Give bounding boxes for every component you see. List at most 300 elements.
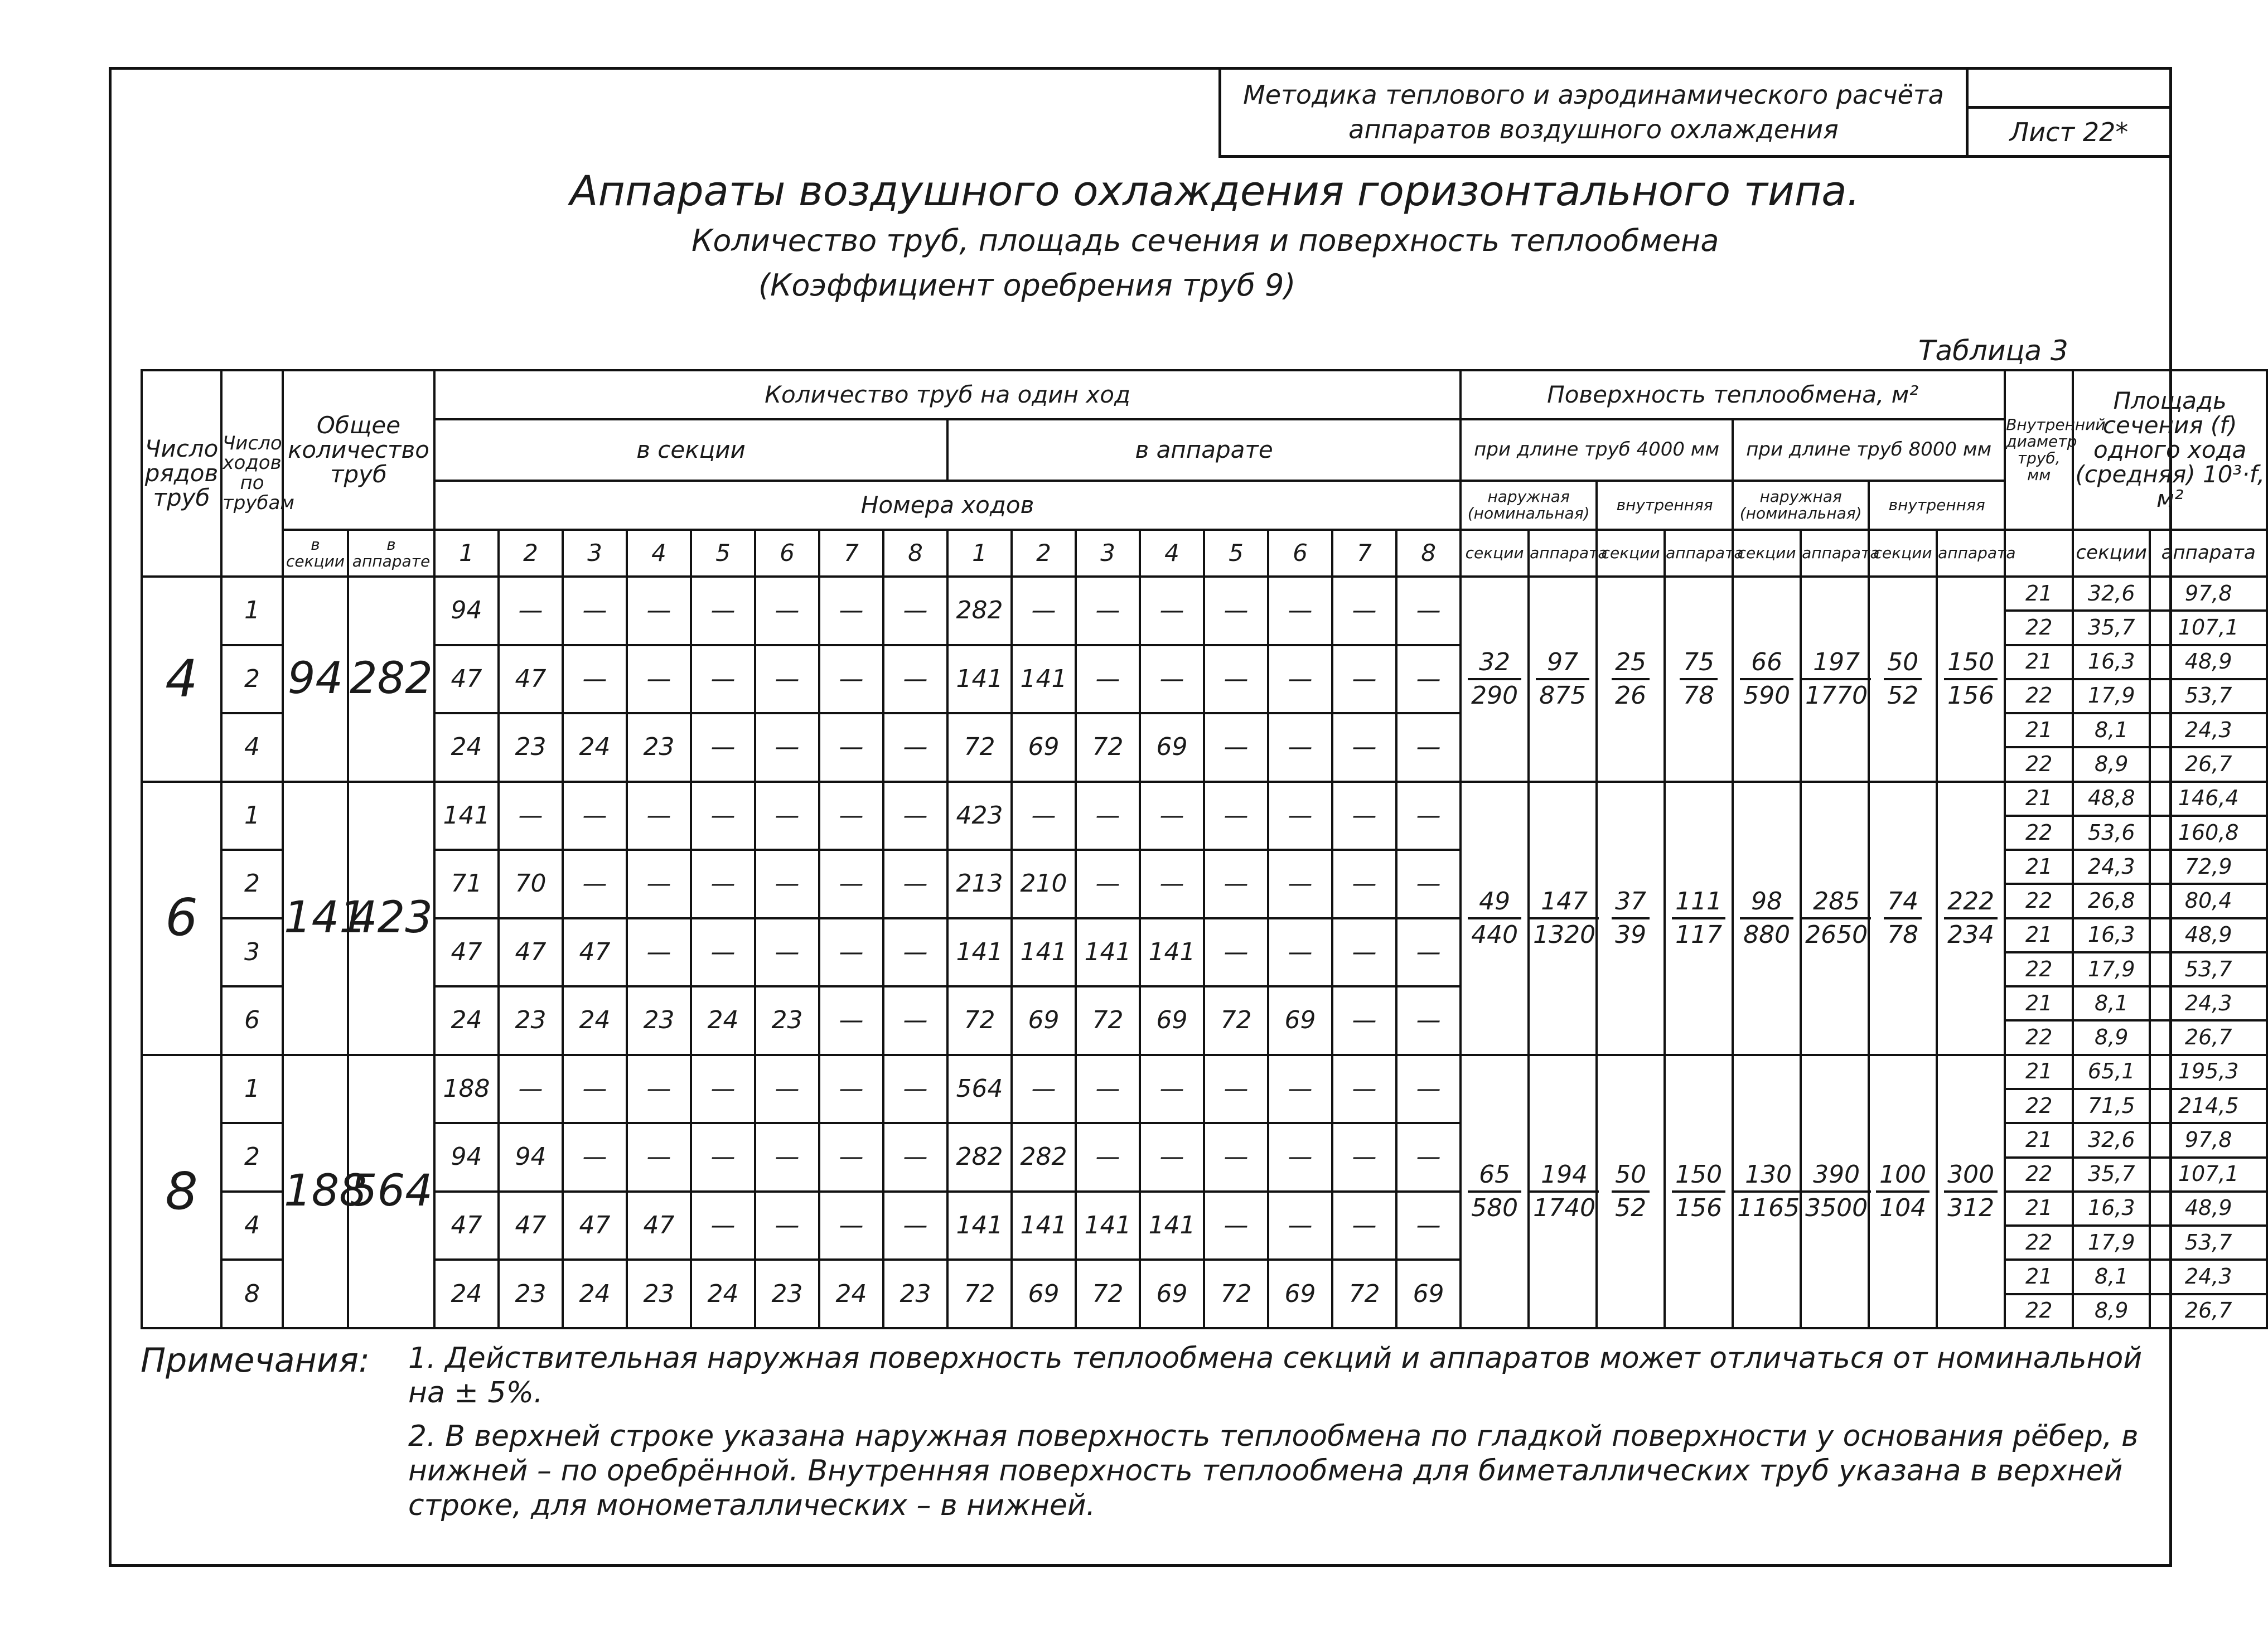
apparatus-pass-cell: 72 <box>1204 986 1268 1055</box>
area-section-cell: 71,5 <box>2073 1089 2150 1123</box>
apparatus-pass-cell: — <box>1396 1055 1461 1124</box>
section-pass-cell: — <box>755 850 819 918</box>
surface-upper: 130 <box>1734 1159 1803 1193</box>
surface-lower: 78 <box>1887 920 1919 949</box>
apparatus-pass-cell: 69 <box>1012 713 1076 782</box>
apparatus-pass-cell: — <box>1268 782 1332 850</box>
apparatus-pass-cell: — <box>1140 850 1204 918</box>
section-pass-cell: — <box>563 1055 627 1124</box>
inner-diameter-cell: 22 <box>2005 952 2073 986</box>
header-surface-app: аппарата <box>1665 530 1733 577</box>
area-section-cell: 53,6 <box>2073 816 2150 850</box>
section-pass-cell: — <box>563 1123 627 1192</box>
apparatus-pass-cell: 69 <box>1012 986 1076 1055</box>
inner-diameter-cell: 22 <box>2005 816 2073 850</box>
surface-fraction <box>1612 647 1650 711</box>
area-section-cell: 65,1 <box>2073 1055 2150 1089</box>
area-section-cell: 35,7 <box>2073 611 2150 645</box>
area-section-cell: 8,9 <box>2073 747 2150 781</box>
apparatus-pass-cell: — <box>1076 1055 1140 1124</box>
apparatus-pass-cell: — <box>1268 1123 1332 1192</box>
area-apparatus-cell: 26,7 <box>2150 1020 2267 1054</box>
surface-upper: 194 <box>1530 1159 1599 1193</box>
section-pass-cell: 94 <box>434 1123 499 1192</box>
header-passes: Число ходов по трубам <box>221 370 283 577</box>
surface-lower: 590 <box>1743 681 1791 710</box>
apparatus-pass-cell: — <box>1332 986 1396 1055</box>
apparatus-pass-cell: 72 <box>947 1260 1012 1328</box>
area-section-cell: 26,8 <box>2073 884 2150 918</box>
header-pass-6: 6 <box>755 530 819 577</box>
surface-upper: 25 <box>1612 647 1650 680</box>
surface-lower: 52 <box>1887 681 1919 710</box>
apparatus-pass-cell: — <box>1332 1055 1396 1124</box>
section-pass-cell: 71 <box>434 850 499 918</box>
surface-cell <box>1937 577 2005 782</box>
header-inner-4000: внутренняя <box>1597 481 1733 530</box>
section-pass-cell: — <box>691 850 755 918</box>
apparatus-pass-cell: — <box>1332 1192 1396 1260</box>
area-apparatus-cell: 53,7 <box>2150 1226 2267 1260</box>
section-pass-cell: 24 <box>434 1260 499 1328</box>
surface-fraction <box>1884 886 1922 951</box>
inner-diameter-cell: 22 <box>2005 1226 2073 1260</box>
rows-of-tubes-cell: 4 <box>142 577 221 782</box>
apparatus-pass-cell: — <box>1140 1123 1204 1192</box>
section-pass-cell: 23 <box>499 1260 563 1328</box>
header-surface: Поверхность теплообмена, м² <box>1461 370 2005 419</box>
apparatus-pass-cell: — <box>1396 577 1461 645</box>
apparatus-pass-cell: — <box>1268 918 1332 987</box>
surface-lower: 3500 <box>1805 1193 1868 1222</box>
inner-diameter-cell: 22 <box>2005 1089 2073 1123</box>
area-apparatus-cell: 160,8 <box>2150 816 2267 850</box>
apparatus-pass-cell: 213 <box>947 850 1012 918</box>
header-surface-sec: секции <box>1733 530 1801 577</box>
apparatus-pass-cell: 69 <box>1012 1260 1076 1328</box>
apparatus-pass-cell: — <box>1204 782 1268 850</box>
area-section-cell: 17,9 <box>2073 1226 2150 1260</box>
section-pass-cell: — <box>755 782 819 850</box>
passes-cell: 3 <box>221 918 283 987</box>
surface-cell <box>1869 1055 1937 1328</box>
surface-fraction <box>1876 1159 1930 1224</box>
header-tubes-per-pass: Количество труб на один ход <box>434 370 1461 419</box>
section-pass-cell: — <box>755 713 819 782</box>
surface-cell <box>1733 782 1801 1055</box>
apparatus-pass-cell: — <box>1012 577 1076 645</box>
surface-upper: 50 <box>1884 647 1922 680</box>
section-pass-cell: — <box>563 645 627 714</box>
section-pass-cell: 188 <box>434 1055 499 1124</box>
surface-cell <box>1529 577 1597 782</box>
rows-of-tubes-cell: 8 <box>142 1055 221 1328</box>
area-apparatus-cell: 72,9 <box>2150 850 2267 884</box>
surface-fraction <box>1530 1159 1599 1224</box>
passes-cell: 4 <box>221 713 283 782</box>
header-rows-of-tubes: Число рядов труб <box>142 370 221 577</box>
section-pass-cell: — <box>819 577 883 645</box>
area-apparatus-cell: 146,4 <box>2150 782 2267 816</box>
header-in-apparatus-group: в аппарате <box>947 419 1461 481</box>
area-apparatus-cell: 195,3 <box>2150 1055 2267 1089</box>
surface-upper: 98 <box>1740 886 1793 919</box>
surface-lower: 875 <box>1539 681 1587 710</box>
surface-fraction <box>1468 647 1521 711</box>
apparatus-pass-cell: — <box>1204 713 1268 782</box>
apparatus-pass-cell: — <box>1396 713 1461 782</box>
apparatus-pass-cell: 72 <box>1076 986 1140 1055</box>
surface-upper: 75 <box>1680 647 1718 680</box>
area-apparatus-cell: 214,5 <box>2150 1089 2267 1123</box>
inner-diameter-cell: 21 <box>2005 1260 2073 1294</box>
surface-upper: 66 <box>1740 647 1793 680</box>
apparatus-pass-cell: 72 <box>1076 1260 1140 1328</box>
header-pass-3: 3 <box>1076 530 1140 577</box>
surface-fraction <box>1680 647 1718 711</box>
inner-diameter-cell: 21 <box>2005 918 2073 952</box>
surface-lower: 117 <box>1675 920 1723 949</box>
inner-diameter-cell: 21 <box>2005 1192 2073 1226</box>
area-section-cell: 8,1 <box>2073 713 2150 747</box>
inner-diameter-cell: 22 <box>2005 1020 2073 1054</box>
apparatus-pass-cell: 141 <box>1012 918 1076 987</box>
header-surface-sec: секции <box>1461 530 1529 577</box>
apparatus-pass-cell: 141 <box>1140 1192 1204 1260</box>
surface-lower: 440 <box>1471 920 1519 949</box>
area-apparatus-cell: 24,3 <box>2150 713 2267 747</box>
apparatus-pass-cell: — <box>1140 1055 1204 1124</box>
surface-fraction <box>1536 647 1589 711</box>
section-pass-cell: — <box>499 782 563 850</box>
section-pass-cell: 23 <box>755 1260 819 1328</box>
apparatus-pass-cell: 69 <box>1140 986 1204 1055</box>
surface-cell <box>1869 782 1937 1055</box>
section-pass-cell: — <box>883 645 947 714</box>
section-pass-cell: — <box>691 918 755 987</box>
total-in-section-cell: 94 <box>283 577 348 782</box>
header-total-tubes: Общее количество труб <box>283 370 434 530</box>
apparatus-pass-cell: — <box>1332 1123 1396 1192</box>
note-2: 2. В верхней строке указана наружная поверхность теплообмена по гладкой поверхности у основания рёбер, в нижней – по оребрённой. Внутренняя поверхность теплообмена для биметаллических труб указана в верхней строке, для монометаллических – в нижней. <box>408 1420 2139 1522</box>
inner-diameter-cell: 21 <box>2005 645 2073 679</box>
surface-cell <box>1869 577 1937 782</box>
surface-upper: 197 <box>1802 647 1871 680</box>
surface-lower: 880 <box>1743 920 1791 949</box>
surface-lower: 26 <box>1615 681 1647 710</box>
apparatus-pass-cell: — <box>1332 918 1396 987</box>
header-pass-7: 7 <box>1332 530 1396 577</box>
section-pass-cell: — <box>627 1123 691 1192</box>
surface-cell <box>1665 782 1733 1055</box>
section-pass-cell: 24 <box>434 986 499 1055</box>
area-apparatus-cell: 97,8 <box>2150 1123 2267 1157</box>
passes-cell: 8 <box>221 1260 283 1328</box>
surface-cell <box>1801 1055 1869 1328</box>
header-row-1 <box>142 370 2267 419</box>
apparatus-pass-cell: — <box>1396 850 1461 918</box>
apparatus-pass-cell: — <box>1076 782 1140 850</box>
total-in-apparatus-cell: 564 <box>348 1055 434 1328</box>
area-section-cell: 8,1 <box>2073 986 2150 1020</box>
apparatus-pass-cell: — <box>1332 713 1396 782</box>
section-pass-cell: — <box>883 1192 947 1260</box>
surface-cell <box>1801 577 1869 782</box>
header-pass-4: 4 <box>627 530 691 577</box>
section-pass-cell: — <box>883 1055 947 1124</box>
section-pass-cell: 24 <box>563 1260 627 1328</box>
apparatus-pass-cell: — <box>1140 645 1204 714</box>
apparatus-pass-cell: — <box>1140 577 1204 645</box>
section-pass-cell: — <box>819 986 883 1055</box>
apparatus-pass-cell: — <box>1204 645 1268 714</box>
section-pass-cell: 24 <box>563 713 627 782</box>
header-area: Площадь сечения (f) одного хода (средняя) 10³·f, м² <box>2073 370 2267 530</box>
section-pass-cell: 47 <box>434 1192 499 1260</box>
apparatus-pass-cell: 282 <box>1012 1123 1076 1192</box>
total-in-apparatus-cell: 423 <box>348 782 434 1055</box>
table-number: Таблица 3 <box>1918 335 2068 367</box>
area-apparatus-cell: 24,3 <box>2150 986 2267 1020</box>
section-pass-cell: — <box>883 850 947 918</box>
header-surface-sec: секции <box>1597 530 1665 577</box>
surface-upper: 150 <box>1672 1159 1725 1193</box>
surface-lower: 78 <box>1683 681 1715 710</box>
surface-upper: 300 <box>1944 1159 1998 1193</box>
apparatus-pass-cell: 564 <box>947 1055 1012 1124</box>
section-pass-cell: 23 <box>755 986 819 1055</box>
sheet-number: Лист 22* <box>2009 117 2129 147</box>
apparatus-pass-cell: 72 <box>947 713 1012 782</box>
inner-diameter-cell: 21 <box>2005 986 2073 1020</box>
surface-upper: 37 <box>1612 886 1650 919</box>
area-apparatus-cell: 24,3 <box>2150 1260 2267 1294</box>
passes-cell: 6 <box>221 986 283 1055</box>
surface-fraction <box>1802 647 1871 711</box>
section-pass-cell: — <box>819 713 883 782</box>
table-row <box>142 782 2267 816</box>
passes-cell: 4 <box>221 1192 283 1260</box>
passes-cell: 1 <box>221 1055 283 1124</box>
area-apparatus-cell: 53,7 <box>2150 679 2267 713</box>
area-section-cell: 8,9 <box>2073 1294 2150 1328</box>
surface-cell <box>1597 782 1665 1055</box>
surface-upper: 222 <box>1944 886 1998 919</box>
header-surface-sec: секции <box>1869 530 1937 577</box>
apparatus-pass-cell: — <box>1268 577 1332 645</box>
section-pass-cell: 24 <box>691 986 755 1055</box>
apparatus-pass-cell: 423 <box>947 782 1012 850</box>
apparatus-pass-cell: — <box>1396 782 1461 850</box>
apparatus-pass-cell: — <box>1268 645 1332 714</box>
surface-cell <box>1665 577 1733 782</box>
section-pass-cell: — <box>691 782 755 850</box>
surface-lower: 2650 <box>1805 920 1868 949</box>
surface-fraction <box>1740 886 1793 951</box>
apparatus-pass-cell: 69 <box>1268 1260 1332 1328</box>
header-area-app: аппарата <box>2150 530 2267 577</box>
section-pass-cell: — <box>499 577 563 645</box>
section-pass-cell: — <box>691 1192 755 1260</box>
header-pass-5: 5 <box>1204 530 1268 577</box>
apparatus-pass-cell: 141 <box>1076 918 1140 987</box>
section-pass-cell: — <box>819 1192 883 1260</box>
section-pass-cell: 24 <box>819 1260 883 1328</box>
apparatus-pass-cell: 69 <box>1396 1260 1461 1328</box>
section-pass-cell: — <box>819 645 883 714</box>
header-pass-7: 7 <box>819 530 883 577</box>
surface-lower: 156 <box>1947 681 1995 710</box>
surface-cell <box>1597 1055 1665 1328</box>
section-pass-cell: 47 <box>563 1192 627 1260</box>
surface-fraction <box>1802 1159 1871 1224</box>
section-pass-cell: — <box>883 713 947 782</box>
surface-fraction <box>1468 886 1521 951</box>
apparatus-pass-cell: 69 <box>1140 713 1204 782</box>
surface-fraction <box>1802 886 1871 951</box>
surface-upper: 74 <box>1884 886 1922 919</box>
surface-lower: 234 <box>1947 920 1995 949</box>
apparatus-pass-cell: — <box>1204 577 1268 645</box>
section-pass-cell: — <box>691 1055 755 1124</box>
surface-lower: 1165 <box>1737 1193 1800 1222</box>
surface-upper: 97 <box>1536 647 1589 680</box>
section-pass-cell: — <box>755 1192 819 1260</box>
total-in-section-cell: 141 <box>283 782 348 1055</box>
surface-lower: 1740 <box>1533 1193 1596 1222</box>
apparatus-pass-cell: — <box>1012 1055 1076 1124</box>
methodology-title <box>1221 69 1969 155</box>
area-section-cell: 32,6 <box>2073 577 2150 611</box>
header-pass-2: 2 <box>499 530 563 577</box>
surface-cell <box>1937 782 2005 1055</box>
header-in-section-group: в секции <box>434 419 947 481</box>
table-row <box>142 1055 2267 1089</box>
surface-fraction <box>1740 647 1793 711</box>
apparatus-pass-cell: 141 <box>947 918 1012 987</box>
section-pass-cell: 47 <box>434 645 499 714</box>
apparatus-pass-cell: 141 <box>1012 645 1076 714</box>
surface-lower: 104 <box>1879 1193 1927 1222</box>
inner-diameter-cell: 22 <box>2005 1158 2073 1192</box>
surface-cell <box>1461 782 1529 1055</box>
section-pass-cell: — <box>883 918 947 987</box>
section-pass-cell: 23 <box>499 713 563 782</box>
surface-cell <box>1733 1055 1801 1328</box>
section-pass-cell: 23 <box>627 986 691 1055</box>
section-pass-cell: 94 <box>434 577 499 645</box>
area-section-cell: 8,1 <box>2073 1260 2150 1294</box>
area-section-cell: 16,3 <box>2073 1192 2150 1226</box>
surface-cell <box>1529 782 1597 1055</box>
surface-fraction <box>1672 1159 1725 1224</box>
apparatus-pass-cell: — <box>1268 1055 1332 1124</box>
surface-fraction <box>1944 886 1998 951</box>
apparatus-pass-cell: 141 <box>1076 1192 1140 1260</box>
surface-fraction <box>1884 647 1922 711</box>
area-apparatus-cell: 26,7 <box>2150 1294 2267 1328</box>
apparatus-pass-cell: — <box>1204 1055 1268 1124</box>
header-total-in-apparatus: в аппарате <box>348 530 434 577</box>
surface-cell <box>1937 1055 2005 1328</box>
apparatus-pass-cell: 69 <box>1140 1260 1204 1328</box>
inner-diameter-cell: 21 <box>2005 850 2073 884</box>
surface-lower: 156 <box>1675 1193 1723 1222</box>
apparatus-pass-cell: 141 <box>947 645 1012 714</box>
surface-cell <box>1597 577 1665 782</box>
header-row-2 <box>142 419 2267 481</box>
inner-diameter-cell: 22 <box>2005 1294 2073 1328</box>
surface-upper: 111 <box>1672 886 1725 919</box>
area-section-cell: 17,9 <box>2073 679 2150 713</box>
passes-cell: 2 <box>221 645 283 714</box>
area-section-cell: 32,6 <box>2073 1123 2150 1157</box>
header-pass-4: 4 <box>1140 530 1204 577</box>
surface-cell <box>1801 782 1869 1055</box>
surface-fraction <box>1944 647 1998 711</box>
note-1: 1. Действительная наружная поверхность теплообмена секций и аппаратов может отличаться от номинальной на ± 5%. <box>408 1342 2143 1410</box>
rows-of-tubes-cell: 6 <box>142 782 221 1055</box>
section-pass-cell: 24 <box>563 986 627 1055</box>
apparatus-pass-cell: — <box>1076 850 1140 918</box>
section-pass-cell: — <box>755 645 819 714</box>
header-row-3 <box>142 481 2267 530</box>
notes-label: Примечания: <box>141 1341 370 1380</box>
section-pass-cell: 23 <box>499 986 563 1055</box>
apparatus-pass-cell: — <box>1396 918 1461 987</box>
passes-cell: 2 <box>221 850 283 918</box>
area-section-cell: 24,3 <box>2073 850 2150 884</box>
apparatus-pass-cell: 72 <box>1076 713 1140 782</box>
apparatus-pass-cell: — <box>1076 1123 1140 1192</box>
header-pass-5: 5 <box>691 530 755 577</box>
apparatus-pass-cell: 141 <box>1012 1192 1076 1260</box>
passes-cell: 1 <box>221 577 283 645</box>
surface-cell <box>1461 1055 1529 1328</box>
area-apparatus-cell: 97,8 <box>2150 577 2267 611</box>
section-pass-cell: — <box>755 577 819 645</box>
surface-upper: 285 <box>1802 886 1871 919</box>
section-pass-cell: — <box>563 782 627 850</box>
apparatus-pass-cell: — <box>1204 918 1268 987</box>
section-pass-cell: — <box>819 1055 883 1124</box>
apparatus-pass-cell: — <box>1268 1192 1332 1260</box>
section-pass-cell: — <box>755 1055 819 1124</box>
surface-upper: 150 <box>1944 647 1998 680</box>
surface-upper: 50 <box>1612 1159 1650 1193</box>
section-pass-cell: — <box>627 782 691 850</box>
page-title: Аппараты воздушного охлаждения горизонтального типа. <box>569 167 1860 215</box>
area-section-cell: 35,7 <box>2073 1158 2150 1192</box>
area-section-cell: 16,3 <box>2073 645 2150 679</box>
surface-upper: 32 <box>1468 647 1521 680</box>
area-section-cell: 8,9 <box>2073 1020 2150 1054</box>
apparatus-pass-cell: 141 <box>947 1192 1012 1260</box>
header-total-in-section: в секции <box>283 530 348 577</box>
surface-cell <box>1461 577 1529 782</box>
surface-fraction <box>1530 886 1599 951</box>
header-surface-app: аппарата <box>1801 530 1869 577</box>
area-apparatus-cell: 107,1 <box>2150 1158 2267 1192</box>
surface-cell <box>1529 1055 1597 1328</box>
apparatus-pass-cell: — <box>1012 782 1076 850</box>
surface-fraction <box>1734 1159 1803 1224</box>
header-pass-1: 1 <box>947 530 1012 577</box>
apparatus-pass-cell: 282 <box>947 1123 1012 1192</box>
section-pass-cell: — <box>627 918 691 987</box>
surface-cell <box>1733 577 1801 782</box>
header-outer-8000: наружная (номинальная) <box>1733 481 1869 530</box>
